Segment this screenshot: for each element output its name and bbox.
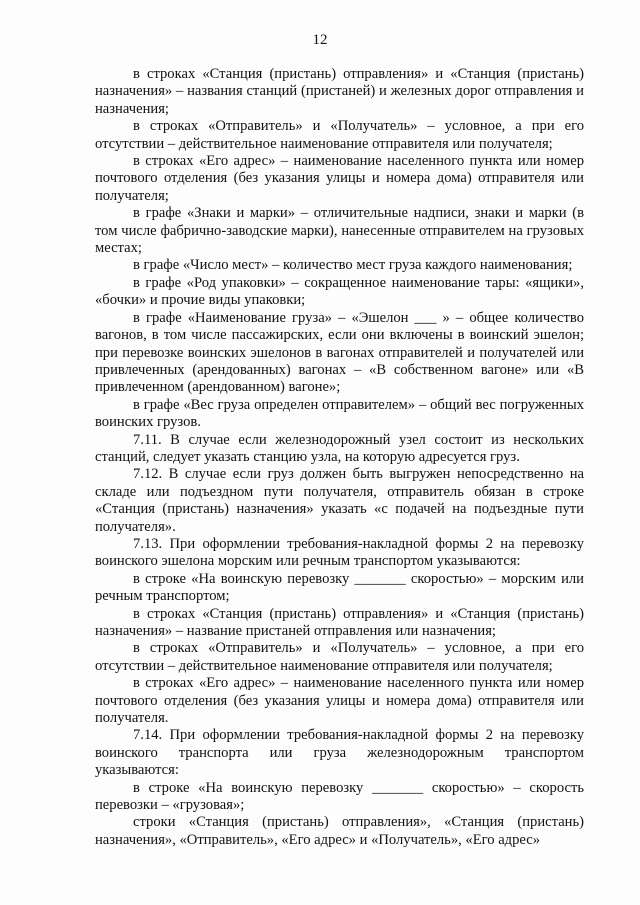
page-number: 12 bbox=[312, 32, 328, 48]
paragraph: в строке «На воинскую перевозку _______ скоростью» – скорость перевозки – «грузовая»; bbox=[95, 779, 584, 814]
paragraph: в строках «Отправитель» и «Получатель» – условное, а при его отсутствии – действительное наименование отправителя или получателя; bbox=[95, 640, 584, 674]
paragraph: в графе «Вес груза определен отправителем» – общий вес погруженных воинских грузов. bbox=[95, 396, 584, 431]
section-7-14: 7.14. При оформлении требования-накладной формы 2 на перевозку воинского транспорта или груза железнодорожным транспортом указываются: bbox=[95, 727, 584, 779]
paragraph: в графе «Знаки и марки» – отличительные надписи, знаки и марки (в том числе фабрично-заводские марки), нанесенные отправителем на грузовых местах; bbox=[95, 205, 584, 257]
paragraph: в графе «Число мест» – количество мест груза каждого наименования; bbox=[133, 257, 573, 274]
paragraph: в строках «Станция (пристань) отправления» и «Станция (пристань) назначения» – название пристаней отправления или назначения; bbox=[95, 605, 584, 639]
section-7-12: 7.12. В случае если груз должен быть выгружен непосредственно на складе или подъездном пути получателя, отправитель обязан в строке «Станция (пристань) назначения» указать «с подачей на подъездные пути получателя». bbox=[95, 466, 584, 535]
paragraph: в строках «Его адрес» – наименование населенного пункта или номер почтового отделения (без указания улицы и номера дома) отправителя или получателя. bbox=[95, 675, 584, 727]
paragraph: в графе «Род упаковки» – сокращенное наименование тары: «ящики», «бочки» и прочие виды упаковки; bbox=[95, 274, 584, 309]
paragraph: в графе «Наименование груза» – «Эшелон ___ » – общее количество вагонов, в том числе пассажирских, если они включены в воинский эшелон; при перевозке воинских эшелонов в вагонах отправителей и получателей или привлеченных (арендованных) вагонах – «В собственном вагоне» или «В привлеченном (арендованном) вагоне»; bbox=[95, 309, 584, 396]
paragraph: в строке «На воинскую перевозку _______ скоростью» – морским или речным транспортом; bbox=[95, 570, 584, 605]
paragraph: в строках «Отправитель» и «Получатель» – условное, а при его отсутствии – действительное наименование отправителя или получателя; bbox=[95, 118, 584, 152]
paragraph: в строках «Станция (пристань) отправления» и «Станция (пристань) назначения» – названия станций (пристаней) и железных дорог отправления и назначения; bbox=[95, 66, 584, 117]
document-body bbox=[95, 66, 584, 849]
section-7-13: 7.13. При оформлении требования-накладной формы 2 на перевозку воинского эшелона морским или речным транспортом указываются: bbox=[95, 535, 584, 570]
paragraph: в строках «Его адрес» – наименование населенного пункта или номер почтового отделения (без указания улицы и номера дома) отправителя или получателя; bbox=[95, 153, 584, 204]
paragraph: строки «Станция (пристань) отправления», «Станция (пристань) назначения», «Отправитель», «Его адрес» и «Получатель», «Его адрес» bbox=[95, 814, 584, 848]
section-7-11: 7.11. В случае если железнодорожный узел состоит из нескольких станций, следует указать станцию узла, на которую адресуется груз. bbox=[95, 431, 584, 465]
